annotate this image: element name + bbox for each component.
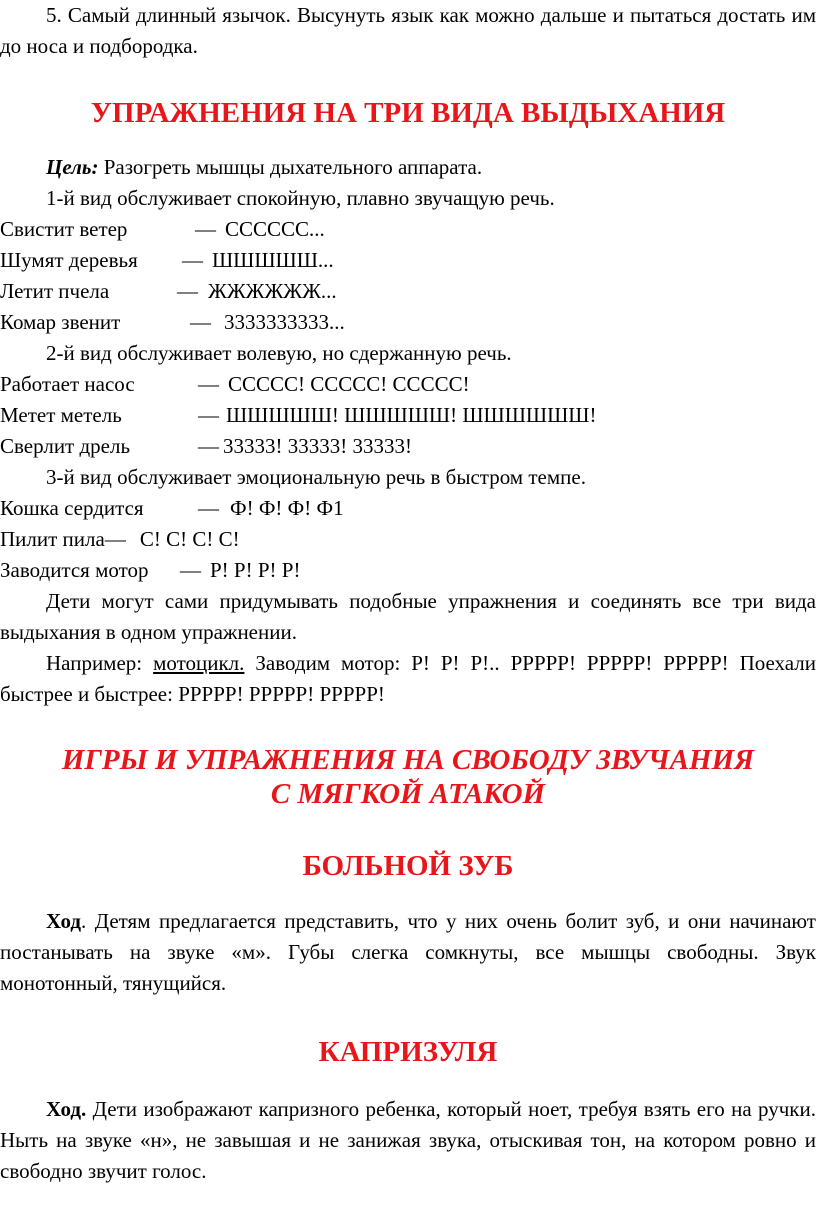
- group2-list: [0, 369, 596, 462]
- group2-row: [0, 431, 596, 462]
- row-label: Летит пчела: [0, 279, 110, 303]
- group1-row: [0, 245, 345, 276]
- row-label: Метет метель: [0, 403, 122, 427]
- goal-line: [46, 152, 482, 183]
- group1-row: [0, 214, 345, 245]
- goal-text: Разогреть мышцы дыхательного аппарата.: [103, 155, 483, 179]
- row-label: Комар звенит: [0, 310, 121, 334]
- example-lead: Например:: [46, 651, 143, 675]
- row-dash: —: [198, 434, 219, 458]
- row-dash: —: [198, 372, 219, 396]
- row-sound: С! С! С! С!: [139, 527, 240, 551]
- row-dash: —: [177, 279, 198, 303]
- row-sound: Ф! Ф! Ф! Ф1: [230, 496, 344, 520]
- group1-row: [0, 307, 345, 338]
- tooth-label: Ход: [46, 909, 82, 933]
- row-dash: —: [104, 527, 126, 551]
- row-label: Работает насос: [0, 372, 135, 396]
- row-sound: ШШШШШ! ШШШШШ! ШШШШШШ!: [226, 403, 597, 427]
- paragraph-aching-tooth: [0, 906, 816, 999]
- example-word: мотоцикл.: [153, 651, 245, 675]
- group1-list: [0, 214, 345, 338]
- row-dash: —: [182, 248, 203, 272]
- row-label: Шумят деревья: [0, 248, 138, 272]
- row-sound: Р! Р! Р! Р!: [210, 558, 301, 582]
- heading-kaprizulya: КАПРИЗУЛЯ: [318, 1036, 498, 1068]
- group3-row: [0, 493, 344, 524]
- row-sound: 33333! 33333! 33333!: [223, 434, 412, 458]
- type2-line: 2-й вид обслуживает волевую, но сдержанную речь.: [46, 341, 512, 365]
- row-sound: ССССС! ССССС! ССССС!: [228, 372, 470, 396]
- paragraph-kaprizulya: [0, 1094, 816, 1187]
- row-dash: —: [198, 403, 219, 427]
- kapr-text: Дети изображают капризного ребенка, который ноет, требуя взять его на ручки. Ныть на звуке «н», не завышая и не занижая звука, отыскивая тон, на котором ровно и свободно звучит голос.: [0, 1097, 816, 1183]
- row-sound: 3333333333...: [224, 310, 345, 334]
- heading-free-sound-line2: С МЯГКОЙ АТАКОЙ: [270, 778, 546, 810]
- row-dash: —: [195, 217, 216, 241]
- row-dash: —: [180, 558, 201, 582]
- goal-label: Цель:: [46, 155, 99, 179]
- row-label: Свистит ветер: [0, 217, 128, 241]
- heading-three-exhales: УПРАЖНЕНИЯ НА ТРИ ВИДА ВЫДЫХАНИЯ: [90, 97, 726, 129]
- heading-aching-tooth: БОЛЬНОЙ ЗУБ: [302, 850, 514, 882]
- group2-row: [0, 369, 596, 400]
- row-dash: —: [190, 310, 211, 334]
- row-sound: СССССС...: [225, 217, 325, 241]
- row-label: Сверлит дрель: [0, 434, 131, 458]
- group1-row: [0, 276, 345, 307]
- tooth-text: . Детям предлагается представить, что у них очень болит зуб, и они начинают постанывать на звуке «м». Губы слегка сомкнуты, все мышцы свободны. Звук монотонный, тянущийся.: [0, 909, 816, 995]
- paragraph-example: [0, 648, 816, 710]
- kapr-label: Ход.: [46, 1097, 87, 1121]
- type1-line: 1-й вид обслуживает спокойную, плавно звучащую речь.: [46, 186, 555, 210]
- paragraph-tongue: 5. Самый длинный язычок. Высунуть язык как можно дальше и пытаться достать им до носа и подбородка.: [0, 3, 816, 58]
- group2-row: [0, 400, 596, 431]
- type3-line: 3-й вид обслуживает эмоциональную речь в быстром темпе.: [46, 465, 586, 489]
- group3-row: [0, 555, 344, 586]
- row-sound: ЖЖЖЖЖЖ...: [208, 279, 337, 303]
- paragraph-combine: Дети могут сами придумывать подобные упражнения и соединять все три вида выдыхания в одном упражнении.: [0, 589, 816, 644]
- example-rest: Заводим мотор: Р! Р! Р!.. РРРРР! РРРРР! РРРРР! Поехали быстрее и быстрее: РРРРР! РРРРР! РРРРР!: [0, 651, 816, 706]
- row-label: Пилит пила: [0, 527, 105, 551]
- row-dash: —: [198, 496, 219, 520]
- row-sound: ШШШШШ...: [212, 248, 334, 272]
- row-label: Заводится мотор: [0, 558, 149, 582]
- group3-row: [0, 524, 344, 555]
- group3-list: [0, 493, 344, 586]
- heading-free-sound-line1: ИГРЫ И УПРАЖНЕНИЯ НА СВОБОДУ ЗВУЧАНИЯ: [61, 744, 755, 776]
- heading-free-sound: [0, 743, 816, 811]
- row-label: Кошка сердится: [0, 496, 144, 520]
